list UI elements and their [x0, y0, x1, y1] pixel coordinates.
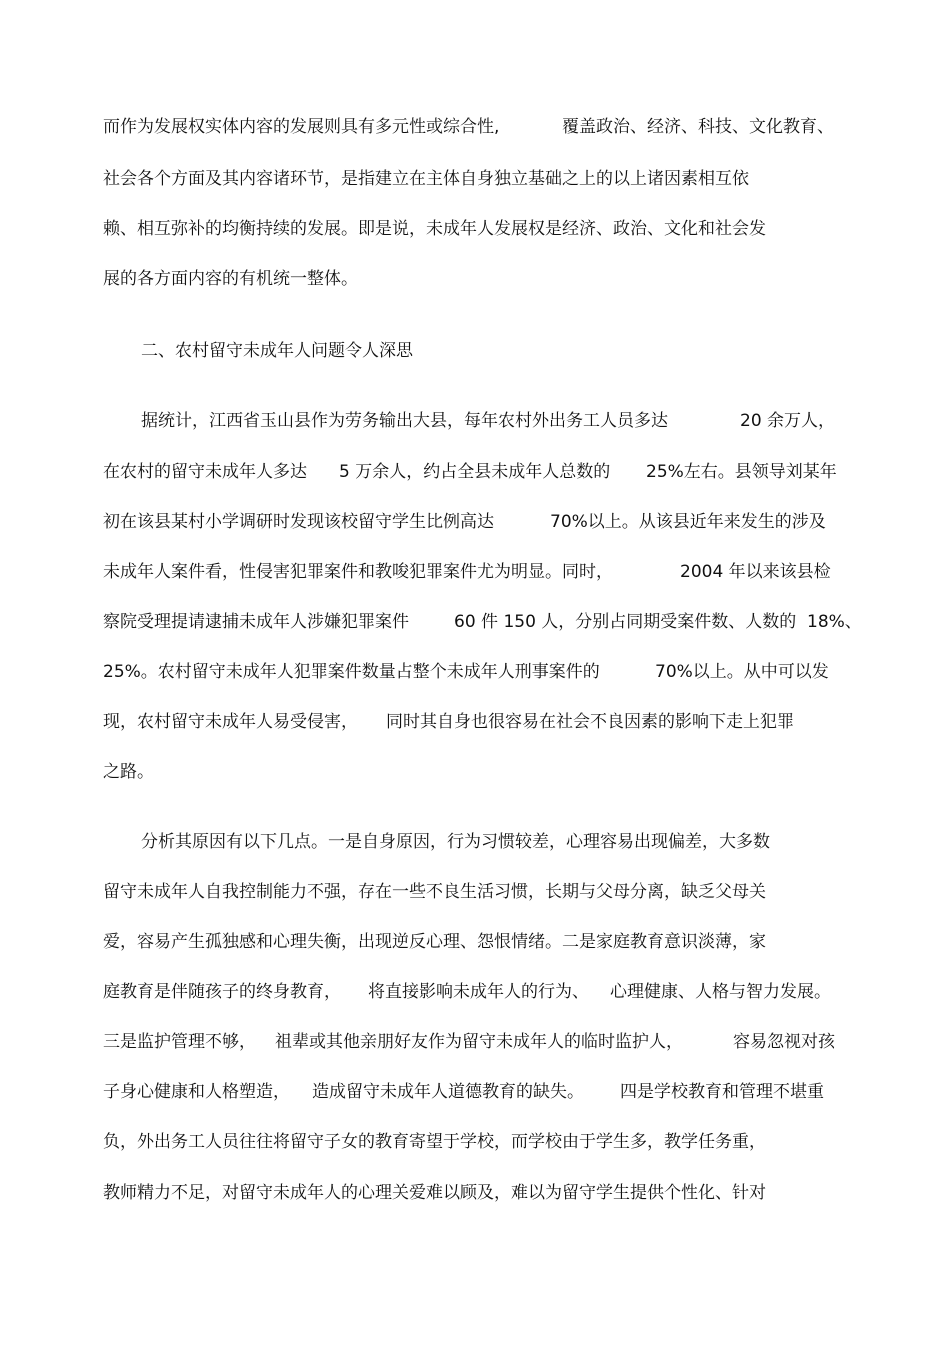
- text-segment: 初在该县某村小学调研时发现该校留守学生比例高达: [103, 512, 494, 532]
- paragraph-2-line-2: [0, 457, 950, 487]
- section-heading: [0, 336, 950, 366]
- paragraph-3-line-1: [0, 827, 950, 857]
- text-segment: 爱，容易产生孤独感和心理失衡，出现逆反心理、怨恨情绪。二是家庭教育意识淡薄，家: [103, 932, 766, 952]
- text-segment: 未成年人案件看，性侵害犯罪案件和教唆犯罪案件尤为明显。同时，: [103, 562, 613, 582]
- text-segment: 展的各方面内容的有机统一整体。: [103, 269, 358, 289]
- paragraph-2-line-6: [0, 657, 950, 687]
- text-segment: 而作为发展权实体内容的发展则具有多元性或综合性,: [103, 117, 500, 137]
- section-heading-text: 二、农村留守未成年人问题令人深思: [141, 341, 413, 361]
- text-segment: 子身心健康和人格塑造，: [103, 1082, 290, 1102]
- text-segment: 社会各个方面及其内容诸环节，是指建立在主体自身独立基础之上的以上诸因素相互依: [103, 169, 749, 189]
- text-segment: 教师精力不足，对留守未成年人的心理关爱难以顾及，难以为留守学生提供个性化、针对: [103, 1183, 766, 1203]
- text-segment: 25%。农村留守未成年人犯罪案件数量占整个未成年人刑事案件的: [103, 662, 600, 682]
- text-segment: 25%左右。县领导刘某年: [646, 462, 837, 482]
- text-segment: 心理健康、人格与智力发展。: [610, 982, 831, 1002]
- text-segment: 70%以上。从中可以发: [655, 662, 829, 682]
- paragraph-2-line-3: [0, 507, 950, 537]
- text-segment: 2004 年以来该县检: [680, 562, 831, 582]
- text-segment: 70%以上。从该县近年来发生的涉及: [550, 512, 826, 532]
- text-segment: 三是监护管理不够，: [103, 1032, 256, 1052]
- text-segment: 祖辈或其他亲朋好友作为留守未成年人的临时监护人，: [275, 1032, 683, 1052]
- text-segment: 四是学校教育和管理不堪重: [620, 1082, 824, 1102]
- text-segment: 分析其原因有以下几点。一是自身原因，行为习惯较差，心理容易出现偏差，大多数: [141, 832, 770, 852]
- paragraph-2-line-8: [0, 757, 950, 787]
- text-segment: 庭教育是伴随孩子的终身教育，: [103, 982, 341, 1002]
- text-segment: 赖、相互弥补的均衡持续的发展。即是说，未成年人发展权是经济、政治、文化和社会发: [103, 219, 766, 239]
- text-segment: 留守未成年人自我控制能力不强，存在一些不良生活习惯，长期与父母分离，缺乏父母关: [103, 882, 766, 902]
- text-segment: 之路。: [103, 762, 154, 782]
- paragraph-1-line-1: [0, 112, 950, 142]
- paragraph-2-line-5: [0, 607, 950, 637]
- paragraph-3-line-3: [0, 927, 950, 957]
- paragraph-1-line-4: [0, 264, 950, 294]
- text-segment: 据统计，江西省玉山县作为劳务输出大县，每年农村外出务工人员多达: [141, 411, 668, 431]
- text-segment: 在农村的留守未成年人多达: [103, 462, 307, 482]
- text-segment: 20 余万人，: [740, 411, 836, 431]
- text-segment: 造成留守未成年人道德教育的缺失。: [312, 1082, 584, 1102]
- text-segment: 负，外出务工人员往往将留守子女的教育寄望于学校，而学校由于学生多，教学任务重，: [103, 1132, 766, 1152]
- text-segment: 60 件 150 人，分别占同期受案件数、人数的: [454, 612, 797, 632]
- text-segment: 察院受理提请逮捕未成年人涉嫌犯罪案件: [103, 612, 409, 632]
- paragraph-3-line-5: [0, 1027, 950, 1057]
- paragraph-1-line-3: [0, 214, 950, 244]
- text-segment: 5 万余人，约占全县未成年人总数的: [339, 462, 611, 482]
- paragraph-3-line-6: [0, 1077, 950, 1107]
- paragraph-3-line-8: [0, 1178, 950, 1208]
- text-segment: 同时其自身也很容易在社会不良因素的影响下走上犯罪: [386, 712, 794, 732]
- paragraph-2-line-1: [0, 406, 950, 436]
- text-segment: 覆盖政治、经济、科技、文化教育、: [562, 117, 834, 137]
- text-segment: 将直接影响未成年人的行为、: [368, 982, 589, 1002]
- paragraph-3-line-7: [0, 1127, 950, 1157]
- paragraph-2-line-7: [0, 707, 950, 737]
- text-segment: 18%、: [807, 612, 862, 632]
- paragraph-1-line-2: [0, 164, 950, 194]
- paragraph-3-line-4: [0, 977, 950, 1007]
- text-segment: 现，农村留守未成年人易受侵害，: [103, 712, 358, 732]
- text-segment: 容易忽视对孩: [733, 1032, 835, 1052]
- paragraph-2-line-4: [0, 557, 950, 587]
- paragraph-3-line-2: [0, 877, 950, 907]
